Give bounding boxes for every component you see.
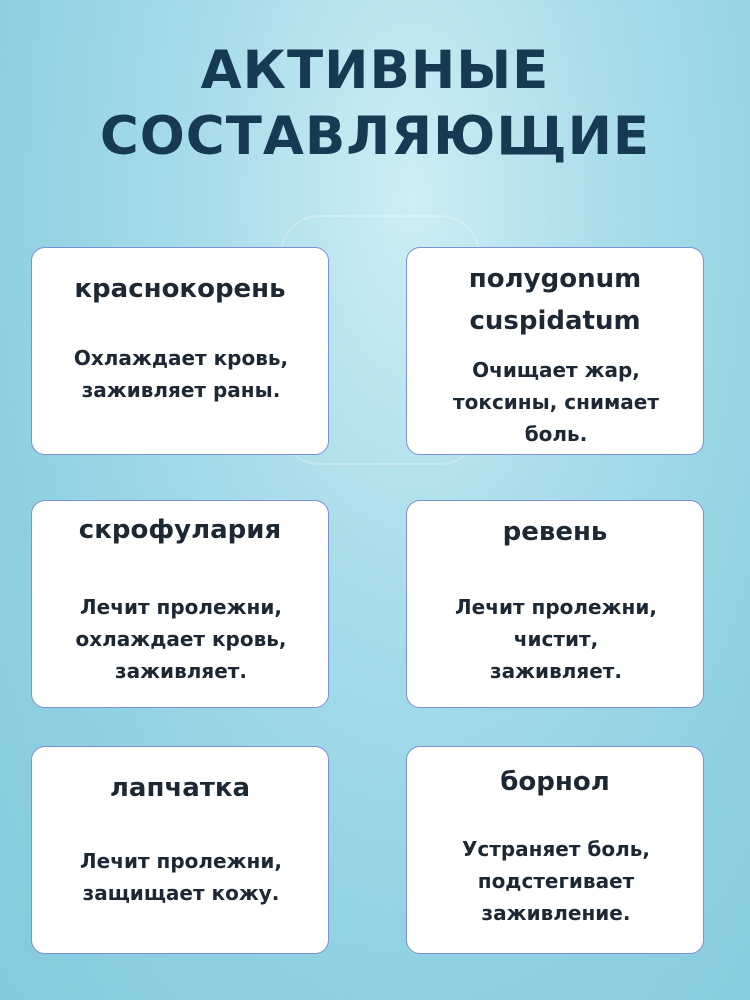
- ingredient-card-bornol: [406, 746, 704, 954]
- ingredient-name: [32, 767, 328, 809]
- ingredient-name-line: cuspidatum: [469, 306, 641, 336]
- ingredient-description-line: боль.: [524, 422, 588, 446]
- ingredient-name-line: ревень: [502, 517, 608, 547]
- ingredient-card-lapchatka: [31, 746, 329, 954]
- ingredient-description-line: заживление.: [481, 901, 631, 925]
- ingredient-name: [407, 258, 703, 342]
- ingredient-name-line: скрофулария: [78, 515, 282, 545]
- ingredient-card-reven: [406, 500, 704, 708]
- ingredient-card-krasnokoren: [31, 247, 329, 455]
- page-title: [0, 38, 750, 170]
- ingredient-description: [42, 342, 320, 406]
- ingredient-name-line: борнол: [500, 767, 610, 797]
- ingredient-description-line: чистит,: [513, 627, 599, 651]
- ingredient-description-line: Лечит пролежни,: [80, 595, 282, 619]
- ingredient-description-line: защищает кожу.: [82, 881, 280, 905]
- ingredient-description: [417, 833, 695, 929]
- ingredient-description: [42, 591, 320, 687]
- ingredient-name: [407, 761, 703, 803]
- ingredient-description: [417, 591, 695, 687]
- ingredient-name: [32, 509, 328, 551]
- ingredient-card-polygonum-cuspidatum: [406, 247, 704, 455]
- ingredient-description-line: заживляет.: [490, 659, 622, 683]
- ingredient-description-line: Охлаждает кровь,: [73, 346, 289, 370]
- ingredient-description-line: Очищает жар,: [472, 358, 640, 382]
- ingredient-description-line: токсины, снимает: [453, 390, 659, 414]
- ingredient-name: [32, 268, 328, 310]
- ingredient-description: [417, 354, 695, 450]
- ingredient-description: [42, 845, 320, 909]
- ingredient-card-skrofularia: [31, 500, 329, 708]
- page-title-line-1: АКТИВНЫЕ: [200, 40, 550, 101]
- ingredient-description-line: Лечит пролежни,: [455, 595, 657, 619]
- ingredient-name-line: краснокорень: [74, 274, 286, 304]
- ingredient-name: [407, 511, 703, 553]
- ingredient-description-line: охлаждает кровь,: [75, 627, 287, 651]
- ingredient-name-line: полygonum: [468, 264, 642, 294]
- ingredient-description-line: подстегивает: [477, 869, 635, 893]
- ingredient-description-line: заживляет раны.: [81, 378, 281, 402]
- ingredient-description-line: Устраняет боль,: [461, 837, 651, 861]
- ingredient-description-line: Лечит пролежни,: [80, 849, 282, 873]
- ingredient-name-line: лапчатка: [109, 773, 251, 803]
- ingredient-description-line: заживляет.: [115, 659, 247, 683]
- page-title-line-2: СОСТАВЛЯЮЩИЕ: [99, 106, 651, 167]
